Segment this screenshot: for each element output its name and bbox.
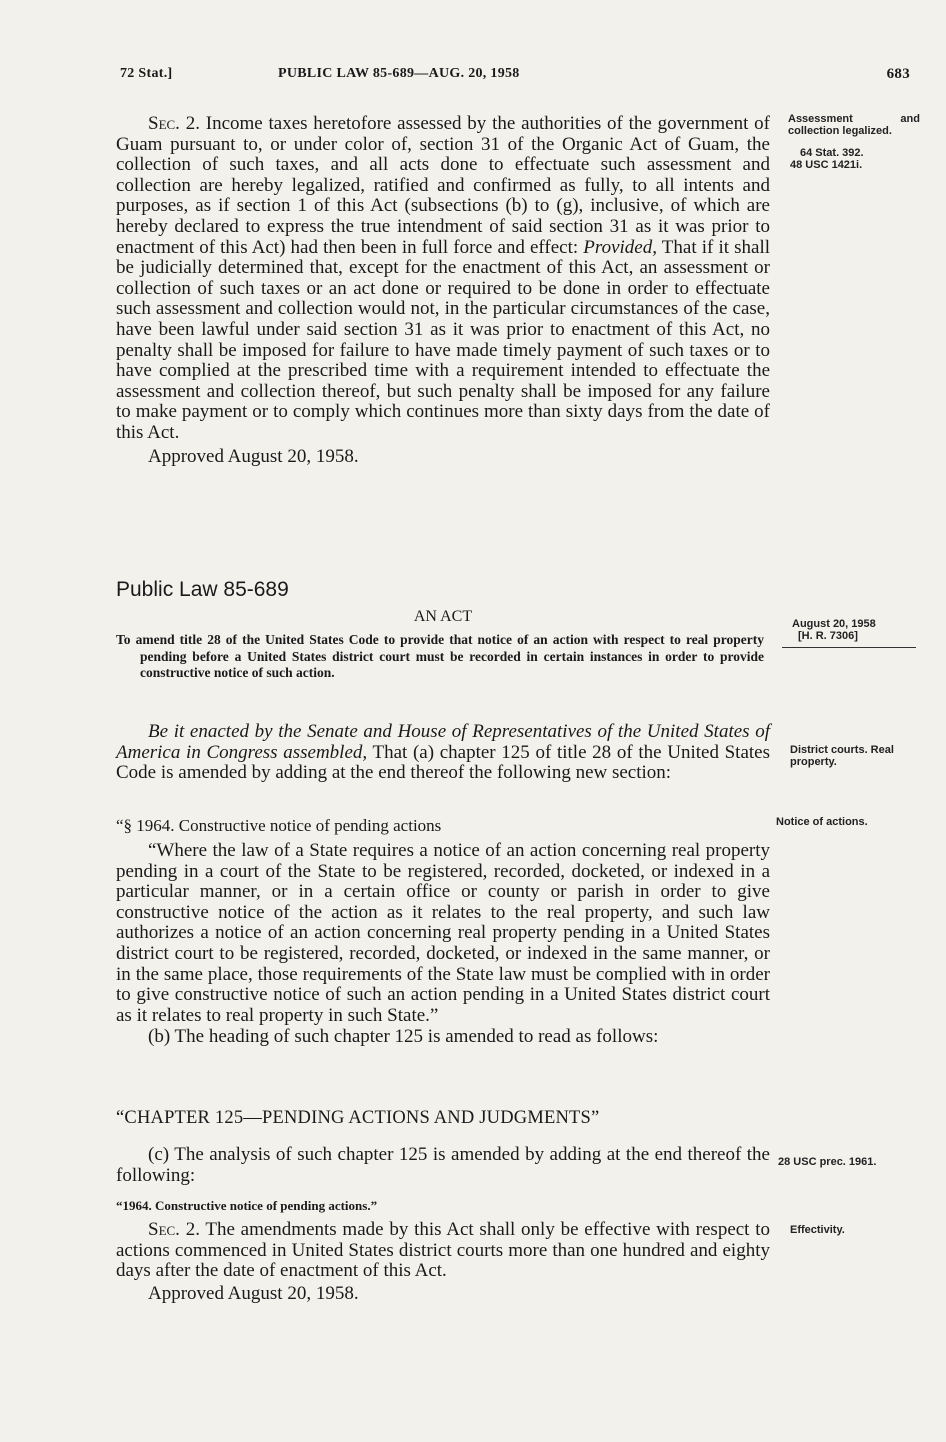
margin-rule [782,647,916,648]
approval-line-1: Approved August 20, 1958. [148,445,359,467]
running-head-volume: 72 Stat.] [120,66,173,81]
public-law-heading: Public Law 85-689 [116,578,289,601]
paragraph-b: (b) The heading of such chapter 125 is amended to read as follows: [148,1026,659,1048]
section-2-income-taxes [116,114,770,467]
sec2-text-start: 2. Income taxes heretofore assessed by the authorities of the government of Guam pursuant to, or under color of, section 31 of the Organic Act of Guam, the collection of such taxes, and all acts done to effectuate such assessment and collection are hereby legalized, ratified and confirmed as fully, to all intents and purposes, as if section 1 of this Act (subsections (b) to (g), inclusive, of which are hereby declared to express the true intendment of said section 31 as it was prior to enactment of this Act) had then been in full force and effect: [116,113,770,258]
analysis-entry: “1964. Constructive notice of pending actions.” [116,1198,378,1213]
page-number: 683 [886,66,910,82]
margin-note-notice: Notice of actions. [776,816,868,828]
enacting-paragraph [116,722,770,784]
margin-note-bill: [H. R. 7306] [798,630,858,642]
approval-line-2: Approved August 20, 1958. [148,1282,359,1304]
paragraph-c: (c) The analysis of such chapter 125 is amended by adding at the end thereof the following: [116,1144,770,1186]
sec-label-2: Sec. [148,1219,180,1240]
act-title [116,632,764,682]
sec2-effect-text: 2. The amendments made by this Act shall only be effective with respect to actions commenced in United States district courts more than one hundred and eighty days after the date of enactment of this Act. [116,1219,770,1282]
running-head-title: PUBLIC LAW 85-689—AUG. 20, 1958 [278,66,520,81]
sec2-text-end: That if it shall be judicially determined that, except for the enactment of this Act, an assessment or collection of such taxes or an act done or required to be done in order to effectuate such assessment and collection would not, in the particular circumstances of the case, have been lawful under said section 31 as it was prior to enactment of this Act, no penalty shall be imposed for failure to have made timely payment of such taxes or to have complied at the prescribed time with a requirement intended to effectuate the assessment and collection thereof, but such penalty shall be imposed for any failure to make payment or to comply which continues more than sixty days from the date of this Act. [116,236,770,443]
margin-note-date: August 20, 1958 [792,618,876,630]
act-title-text: To amend title 28 of the United States Code to provide that notice of an action with respect to real property pending before a United States district court must be recorded in certain instances in order to provide constructive notice of such action. [116,632,764,681]
margin-note-effectivity: Effectivity. [790,1224,845,1236]
margin-note-stat-cite: 64 Stat. 392. [800,147,864,159]
section-1964-heading: “§ 1964. Constructive notice of pending actions [116,816,442,835]
quoted-body-text: “Where the law of a State requires a notice of an action concerning real property pending in a court of the State to be registered, recorded, docketed, or indexed in a particular manner, or in a certain office or county or parish in order to give constructive notice of the action as it relates to the real property, and such law authorizes a notice of an action concerning real property pending in a United States district court to be registered, recorded, docketed, or indexed in the same manner, or in the same place, those requirements of the State law must be complied with in order to give constructive notice of such an action pending in a United States district court as it relates to real property in such State.” [116,840,770,1026]
section-2-effectivity-text [116,1220,770,1282]
enacting-rest: That (a) chapter 125 of title 28 of the United States Code is amended by adding at the end thereof the following new section: [116,741,771,784]
enacting-italic: Be it enacted by the Senate and House of Representatives of the United States of America in Congress assembled, [116,721,770,763]
enacting-clause [116,722,770,784]
an-act-heading: AN ACT [413,608,473,625]
sec-label: Sec. [148,113,180,134]
provided-keyword: Provided, [583,236,657,258]
margin-note-usc-prec: 28 USC prec. 1961. [778,1156,877,1168]
chapter-heading: “CHAPTER 125—PENDING ACTIONS AND JUDGMENTS” [116,1108,600,1128]
margin-note-usc-cite: 48 USC 1421i. [790,159,863,171]
section-2-effectivity [116,1220,770,1304]
margin-note-assessment: Assessment and collection legalized. [788,113,920,137]
paragraph-c-block [116,1145,770,1186]
quoted-section-body [116,841,770,1048]
section-2-paragraph [116,114,770,444]
margin-note-district-courts: District courts. Real property. [790,744,894,768]
